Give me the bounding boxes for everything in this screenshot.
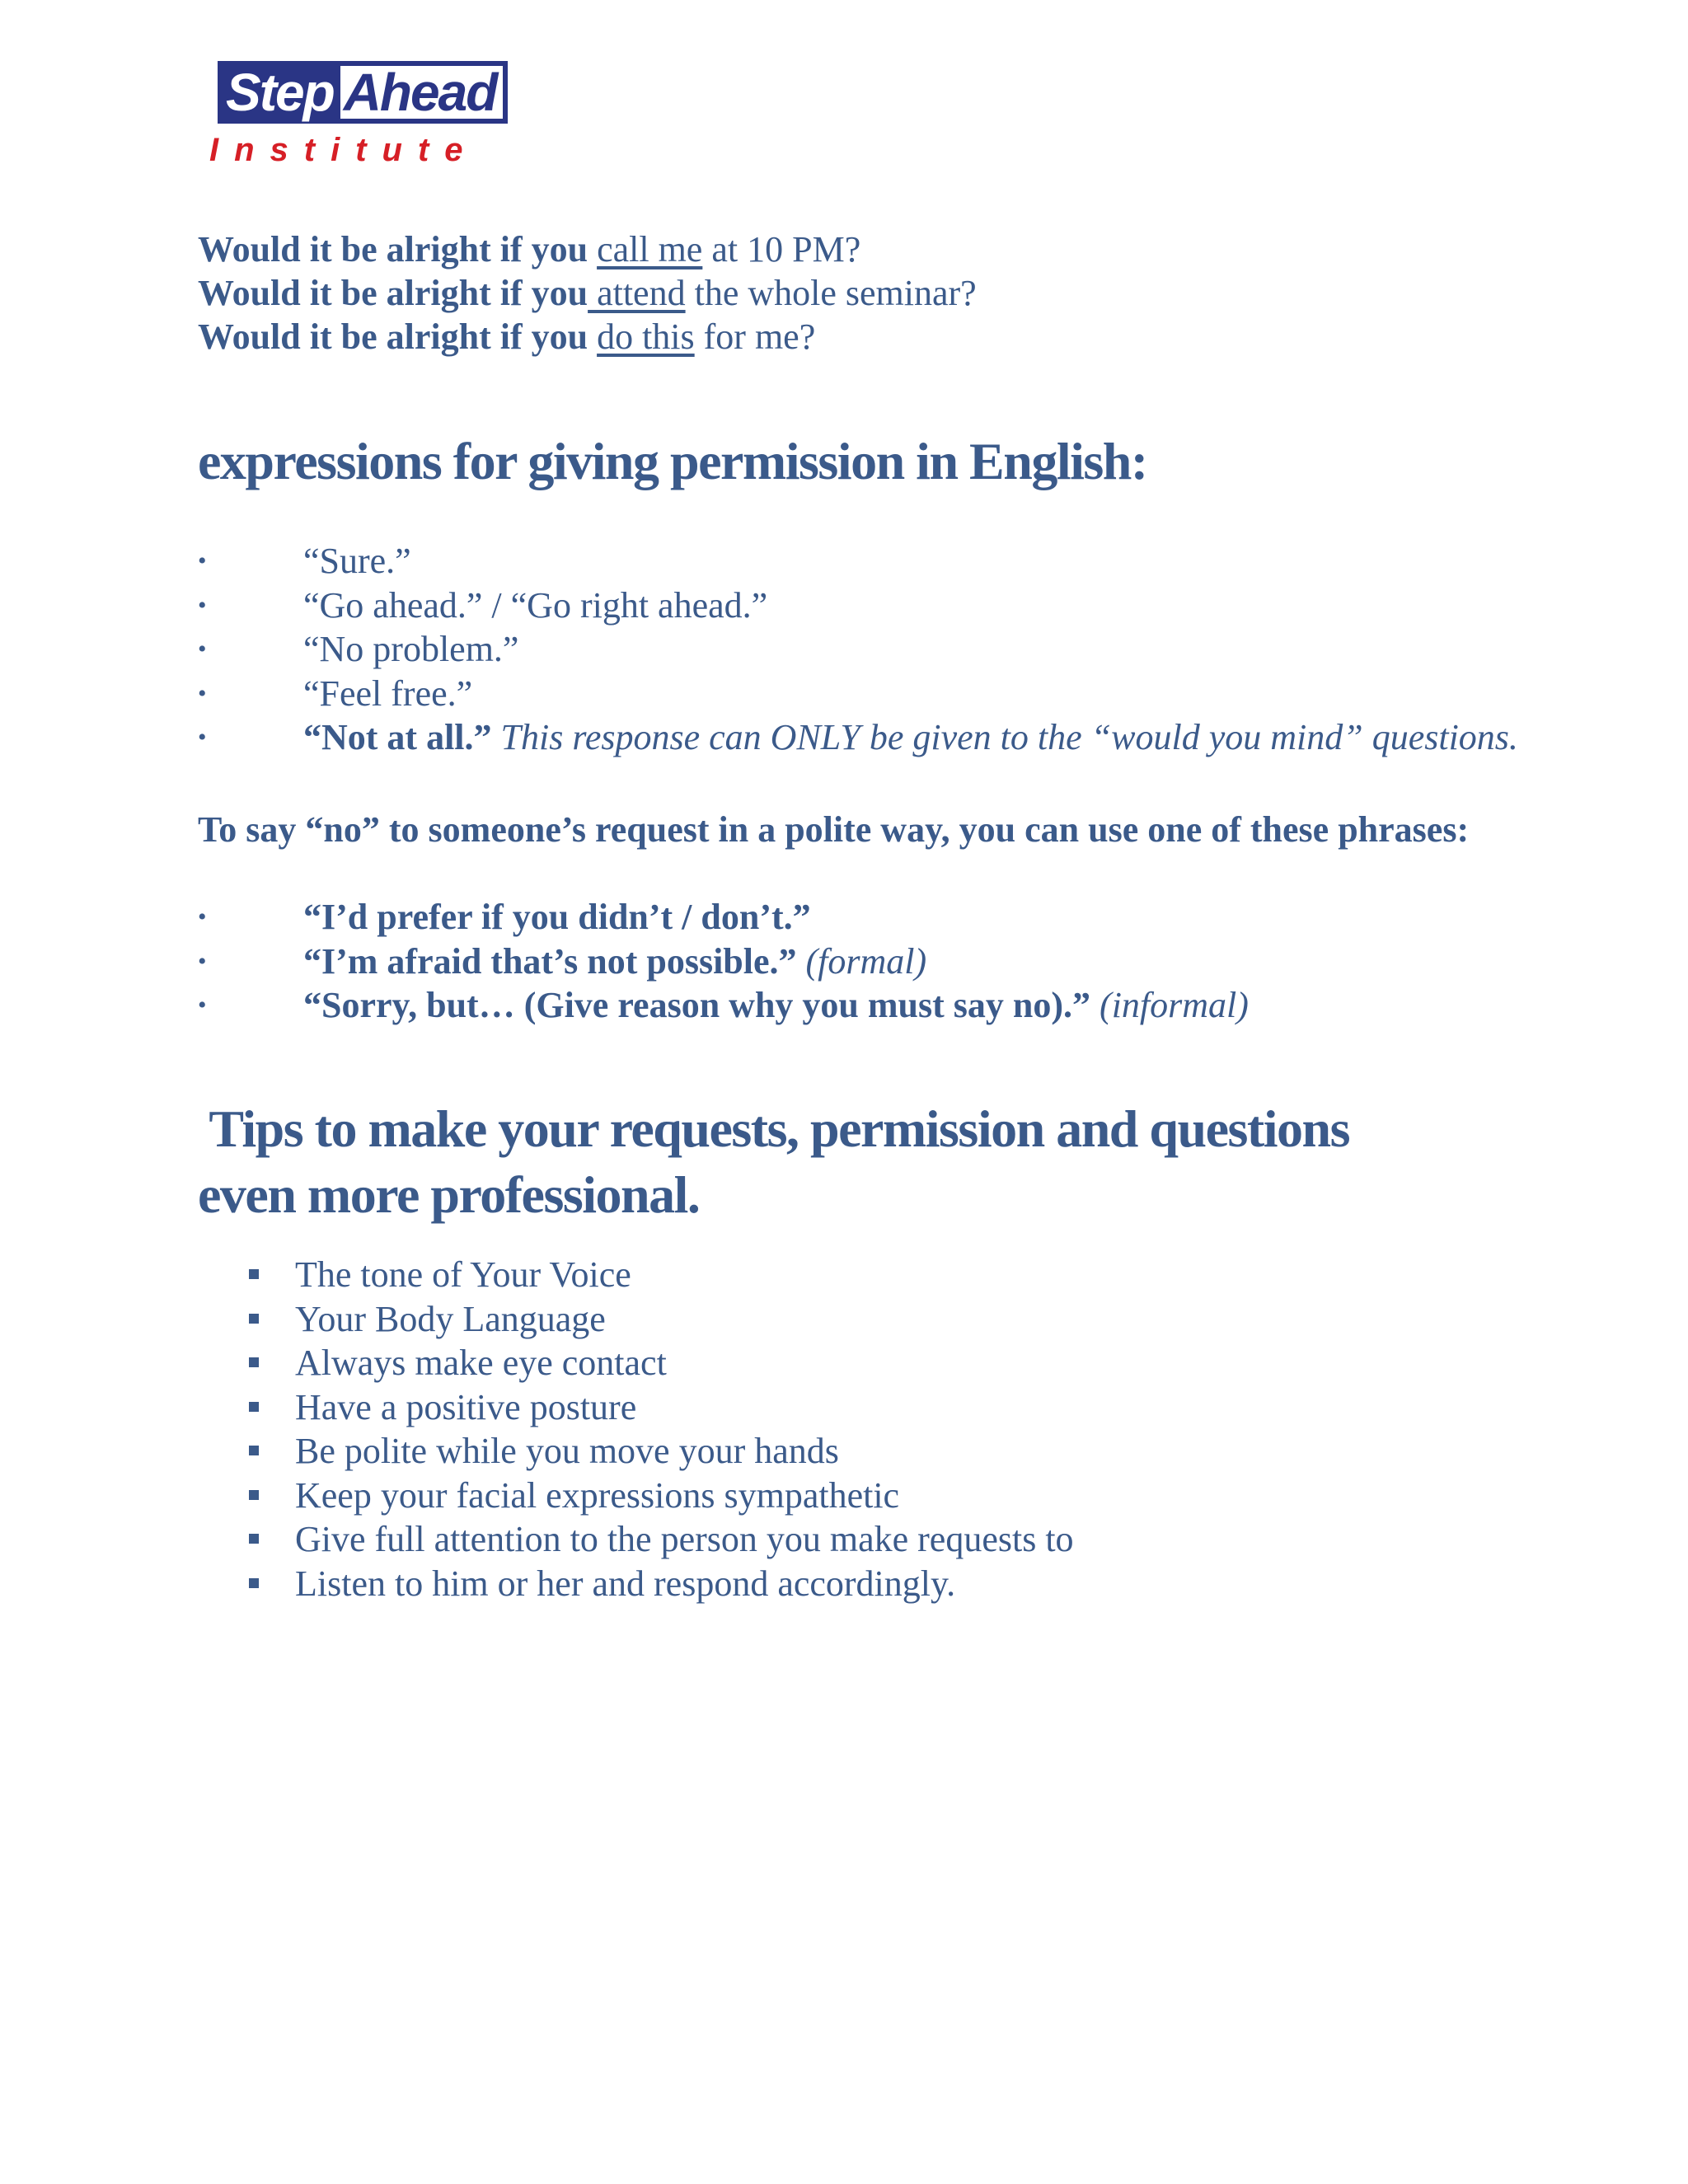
item-text: Always make eye contact: [295, 1343, 667, 1383]
list-item: [198, 539, 1518, 583]
question-rest: the whole seminar?: [685, 273, 977, 313]
item-text: The tone of Your Voice: [295, 1254, 631, 1295]
logo-ahead: Ahead: [340, 61, 509, 124]
item-text: Have a positive posture: [295, 1386, 637, 1427]
question-line: [198, 227, 977, 271]
list-item: [198, 672, 1518, 716]
question-underlined: do this: [597, 316, 695, 357]
giving-permission-list: [198, 539, 1518, 760]
square-bullet-icon: [249, 1269, 259, 1279]
square-bullet-icon: [249, 1490, 259, 1500]
square-bullet-icon: [249, 1578, 259, 1588]
list-item: [247, 1385, 1074, 1430]
item-note: This response can ONLY be given to the “would you mind” questions.: [500, 717, 1518, 757]
institute-logo: [206, 56, 519, 171]
bullet-dot: •: [198, 635, 207, 663]
list-item: [247, 1474, 1074, 1518]
question-line: [198, 271, 977, 315]
bullet-dot: •: [198, 903, 207, 930]
question-rest: at 10 PM?: [702, 229, 861, 269]
question-rest: for me?: [694, 316, 816, 357]
list-item: [198, 583, 1518, 628]
list-item: [247, 1297, 1074, 1342]
logo-wordmark: [218, 61, 508, 124]
square-bullet-icon: [249, 1314, 259, 1324]
item-note: (informal): [1100, 985, 1249, 1025]
logo-institute: Institute: [209, 132, 479, 168]
bullet-dot: •: [198, 591, 207, 619]
list-item: [247, 1562, 1074, 1606]
item-bold: “Not at all.”: [303, 717, 492, 757]
list-item: [198, 715, 1518, 760]
logo-step: Step: [218, 61, 340, 124]
question-lead: Would it be alright if you: [198, 229, 588, 269]
polite-no-list: [198, 895, 1249, 1028]
list-item: [198, 940, 1249, 984]
list-item: [198, 627, 1518, 672]
bullet-dot: •: [198, 724, 207, 751]
tips-heading-line1: Tips to make your requests, permission and questions: [198, 1099, 1349, 1158]
square-bullet-icon: [249, 1534, 259, 1544]
question-underlined: attend: [588, 273, 686, 313]
list-item: [247, 1429, 1074, 1474]
item-text: “Go ahead.” / “Go right ahead.”: [303, 584, 768, 626]
item-bold: “I’m afraid that’s not possible.”: [303, 940, 797, 982]
question-space: [588, 316, 597, 357]
item-text: Be polite while you move your hands: [295, 1431, 839, 1471]
bullet-dot: •: [198, 991, 207, 1019]
tips-list: [247, 1253, 1074, 1605]
item-bold: “Sorry, but… (Give reason why you must say no).”: [303, 985, 1091, 1025]
list-item: [198, 895, 1249, 940]
list-item: [198, 983, 1249, 1028]
item-text: “No problem.”: [303, 629, 519, 669]
list-item: [247, 1341, 1074, 1385]
item-text: “Sure.”: [303, 541, 411, 581]
polite-no-heading: To say “no” to someone’s request in a polite way, you can use one of these phrases:: [198, 809, 1470, 850]
item-note: (formal): [805, 940, 927, 982]
giving-permission-heading: expressions for giving permission in English:: [198, 432, 1147, 490]
square-bullet-icon: [249, 1446, 259, 1455]
bullet-dot: •: [198, 679, 207, 707]
item-text: Your Body Language: [295, 1298, 606, 1339]
question-underlined: call me: [597, 229, 703, 269]
square-bullet-icon: [249, 1357, 259, 1367]
question-lead: Would it be alright if you: [198, 273, 588, 313]
item-text: Give full attention to the person you make requests to: [295, 1519, 1074, 1559]
example-questions: [198, 227, 977, 359]
list-item: [247, 1253, 1074, 1297]
bullet-dot: •: [198, 947, 207, 975]
question-lead: Would it be alright if you: [198, 316, 588, 357]
list-item: [247, 1517, 1074, 1562]
item-text: Listen to him or her and respond accordingly.: [295, 1563, 956, 1604]
item-bold: “I’d prefer if you didn’t / don’t.”: [303, 897, 811, 937]
question-space: [588, 229, 597, 269]
tips-heading-line2: even more professional.: [198, 1165, 700, 1224]
bullet-dot: •: [198, 547, 207, 574]
question-line: [198, 315, 977, 359]
item-text: Keep your facial expressions sympathetic: [295, 1474, 900, 1516]
item-text: “Feel free.”: [303, 673, 473, 714]
square-bullet-icon: [249, 1402, 259, 1412]
